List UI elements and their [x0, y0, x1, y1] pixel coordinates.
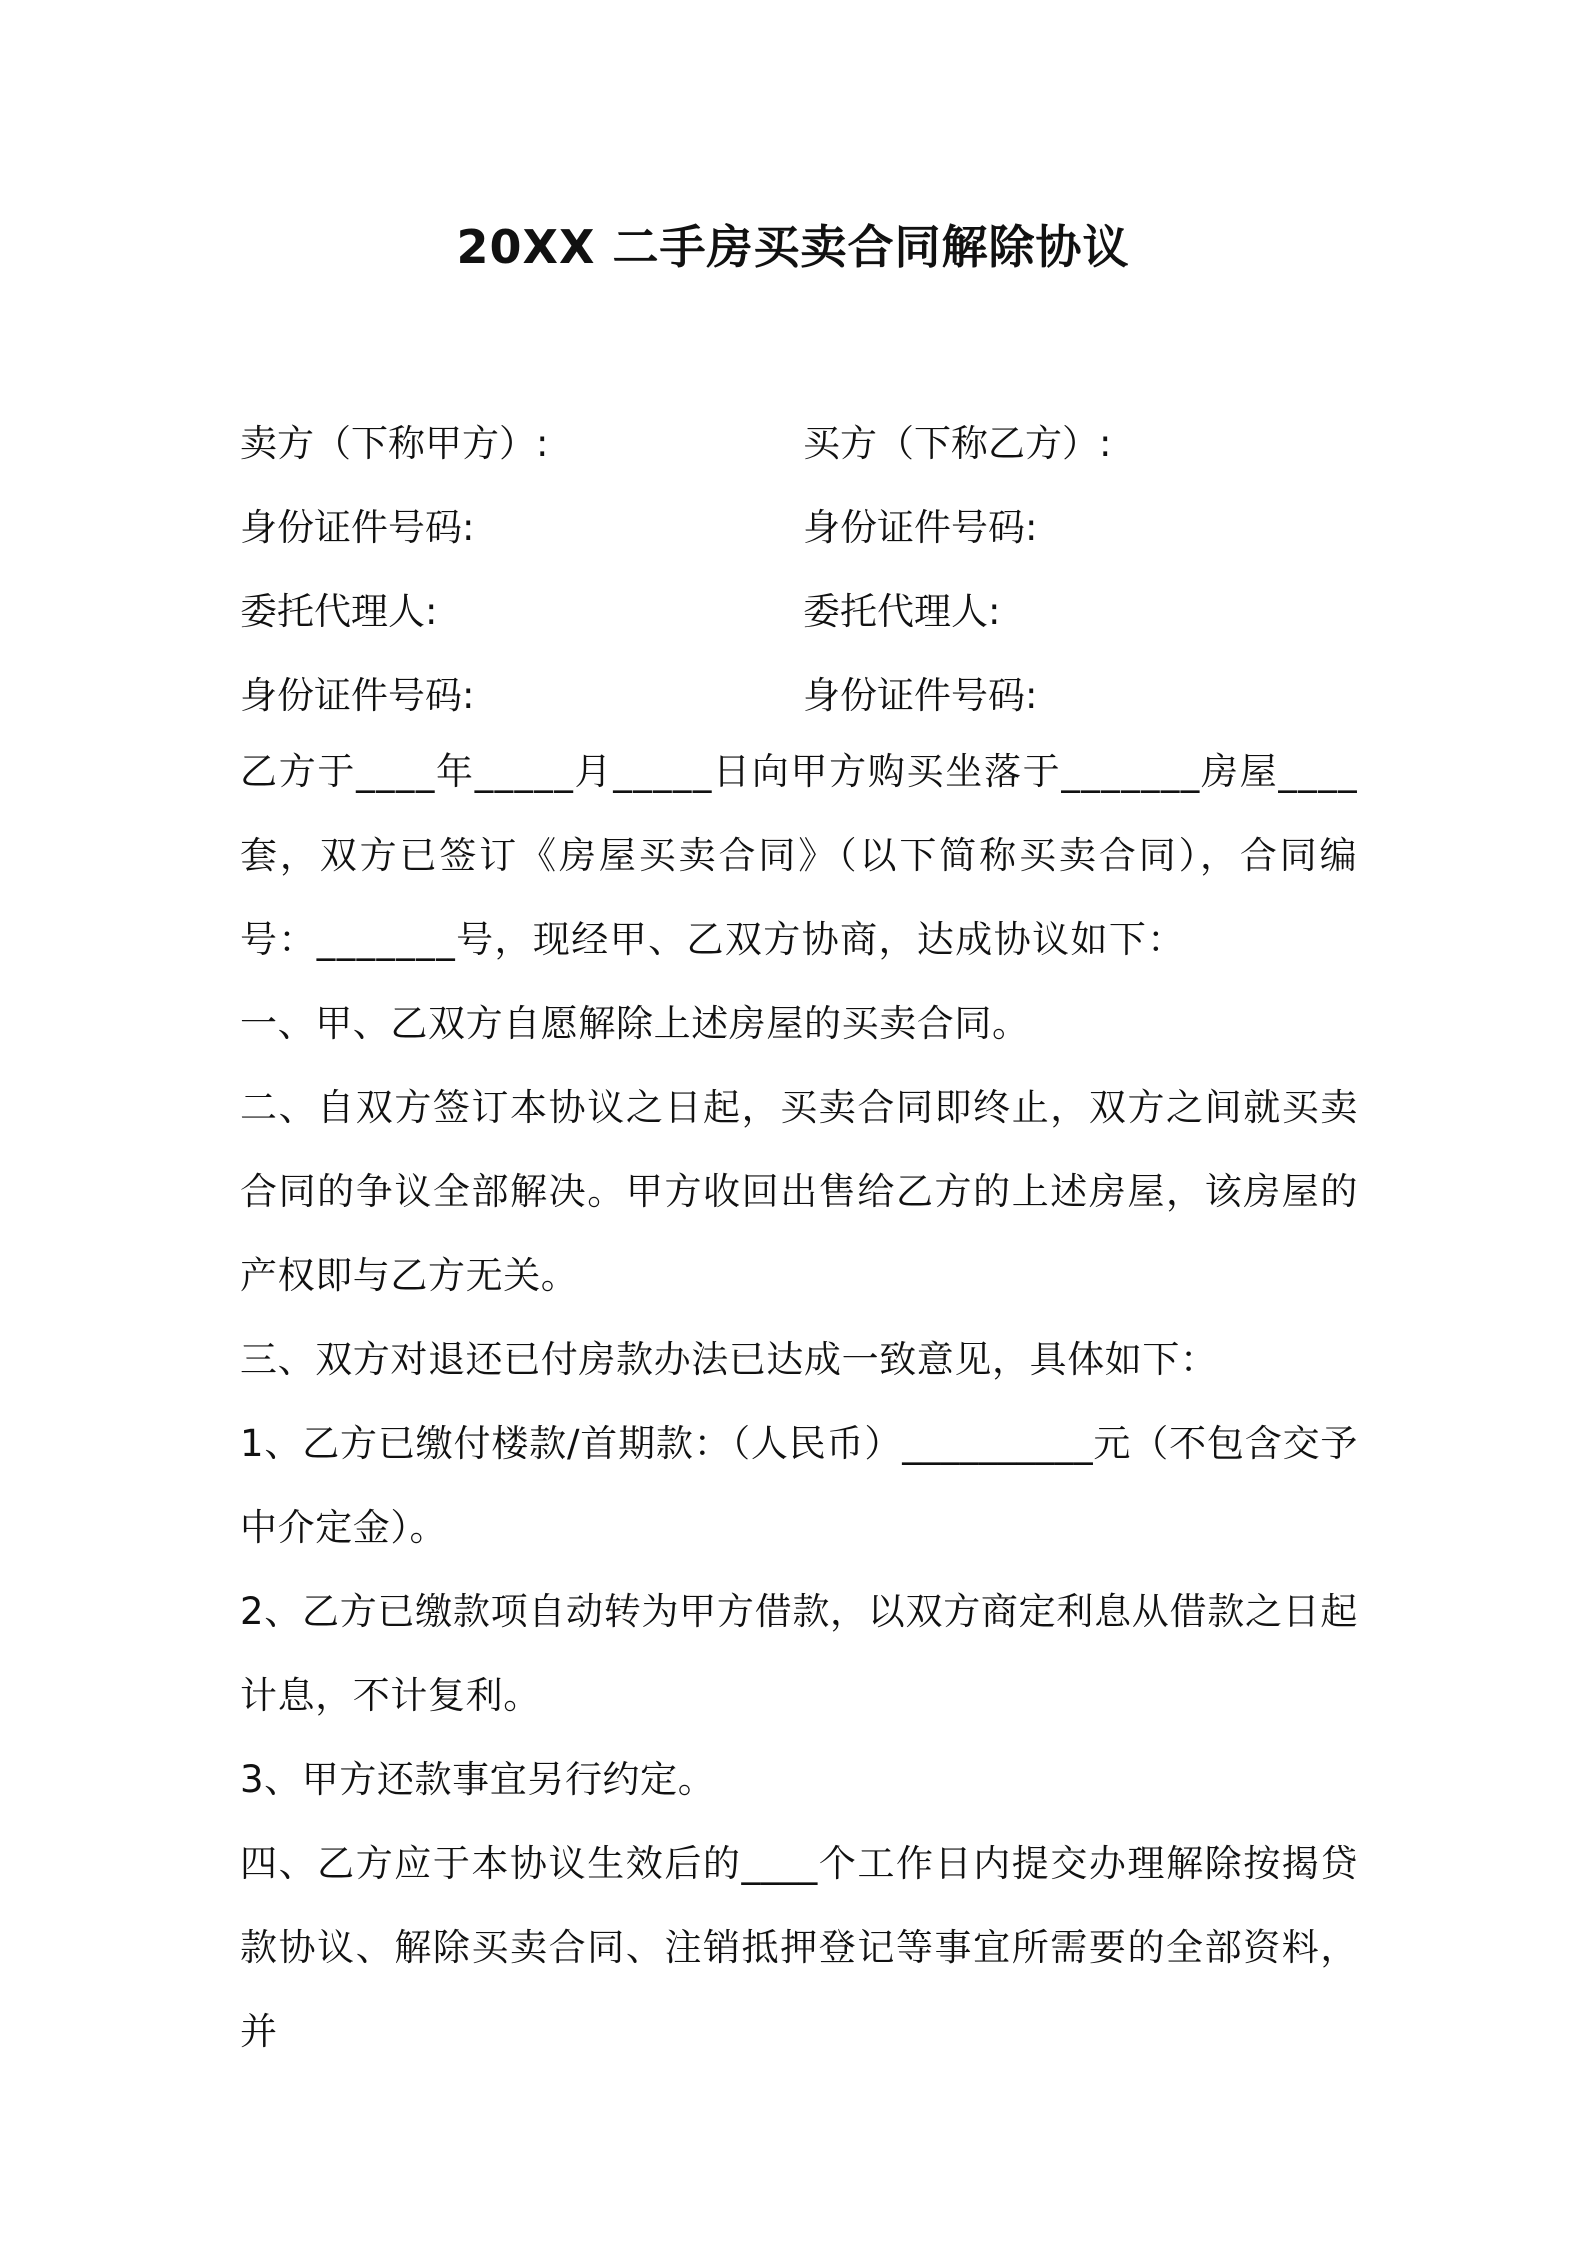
buyer-label: 买方（下称乙方）: — [803, 422, 1112, 465]
seller-id-label: 身份证件号码: — [240, 506, 475, 549]
agreement-body — [240, 730, 1358, 2074]
intro-paragraph: 乙方于____年_____月_____日向甲方购买坐落于_______房屋____套，双方已签订《房屋买卖合同》（以下简称买卖合同），合同编号：_______号，现经甲、乙双方协商，达成协议如下： — [240, 750, 1358, 961]
clause-1: 一、甲、乙双方自愿解除上述房屋的买卖合同。 — [240, 1002, 1030, 1045]
party-info-block — [240, 402, 1350, 738]
clause-2: 二、自双方签订本协议之日起，买卖合同即终止，双方之间就买卖合同的争议全部解决。甲方收回出售给乙方的上述房屋，该房屋的产权即与乙方无关。 — [240, 1086, 1358, 1297]
document-title: 20XX 二手房买卖合同解除协议 — [456, 220, 1130, 274]
clause-3: 三、双方对退还已付房款办法已达成一致意见，具体如下： — [240, 1338, 1218, 1381]
seller-agent-id-label: 身份证件号码: — [240, 674, 475, 717]
buyer-agent-id-label: 身份证件号码: — [803, 674, 1038, 717]
clause-3-item-2: 2、乙方已缴款项自动转为甲方借款，以双方商定利息从借款之日起计息，不计复利。 — [240, 1590, 1358, 1717]
party-row — [240, 486, 1350, 570]
seller-agent-label: 委托代理人: — [240, 590, 438, 633]
party-row — [240, 570, 1350, 654]
party-row — [240, 402, 1350, 486]
clause-3-item-3: 3、甲方还款事宜另行约定。 — [240, 1758, 716, 1801]
buyer-agent-label: 委托代理人: — [803, 590, 1001, 633]
seller-label: 卖方（下称甲方）: — [240, 422, 549, 465]
clause-4: 四、乙方应于本协议生效后的____个工作日内提交办理解除按揭贷款协议、解除买卖合同、注销抵押登记等事宜所需要的全部资料，并 — [240, 1842, 1358, 2053]
clause-3-item-1: 1、乙方已缴付楼款/首期款：（人民币）__________元（不包含交予中介定金）。 — [240, 1422, 1358, 1549]
buyer-id-label: 身份证件号码: — [803, 506, 1038, 549]
party-row — [240, 654, 1350, 738]
